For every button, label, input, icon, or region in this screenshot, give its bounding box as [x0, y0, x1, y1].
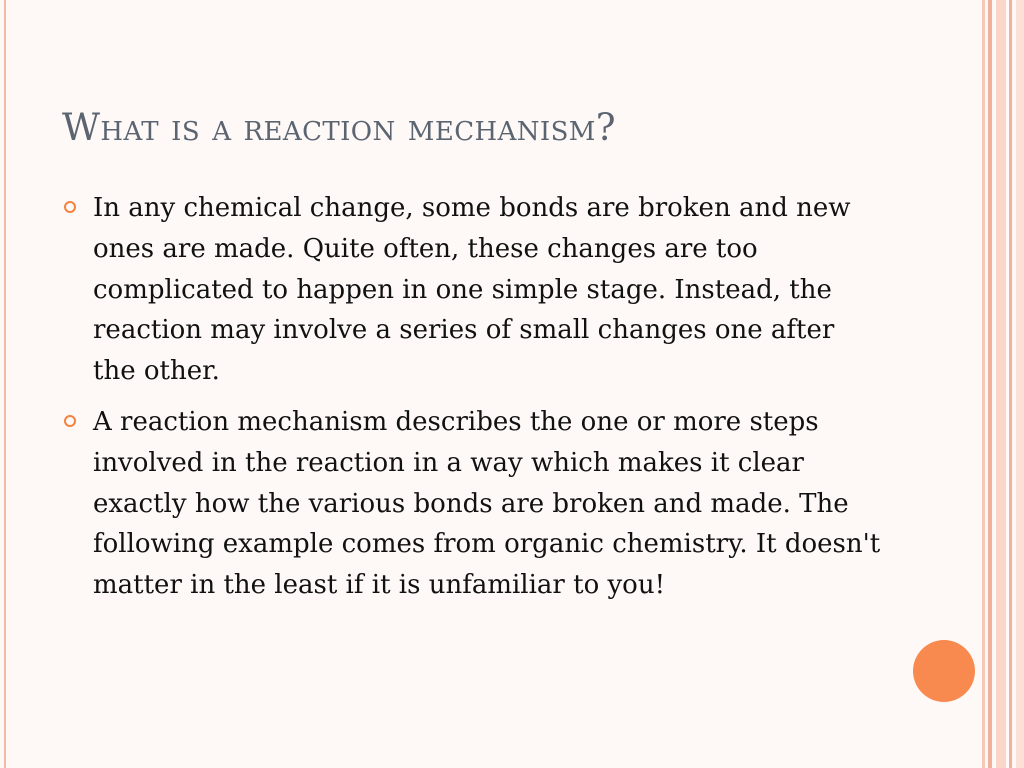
bullet-circle-icon — [64, 201, 76, 213]
right-stripe — [996, 0, 1006, 768]
right-stripe — [1009, 0, 1012, 768]
right-stripe — [988, 0, 992, 768]
decorative-circle-icon — [913, 640, 975, 702]
left-border-line — [4, 0, 6, 768]
bullet-text: In any chemical change, some bonds are broken and new ones are made. Quite often, these changes are too complicated to happen in one simple stage. Instead, the reaction may involve a series of small changes one after the other. — [93, 193, 851, 387]
slide-title: What is a reaction mechanism? — [62, 106, 617, 149]
right-stripe — [982, 0, 985, 768]
bullet-list — [62, 188, 882, 616]
bullet-item — [62, 402, 882, 606]
bullet-item — [62, 188, 882, 392]
bullet-text: A reaction mechanism describes the one or more steps involved in the reaction in a way which makes it clear exactly how the various bonds are broken and made. The following example comes from organic chemistry. It doesn't matter in the least if it is unfamiliar to you! — [93, 406, 881, 601]
right-stripe — [1016, 0, 1024, 768]
bullet-circle-icon — [64, 415, 76, 427]
